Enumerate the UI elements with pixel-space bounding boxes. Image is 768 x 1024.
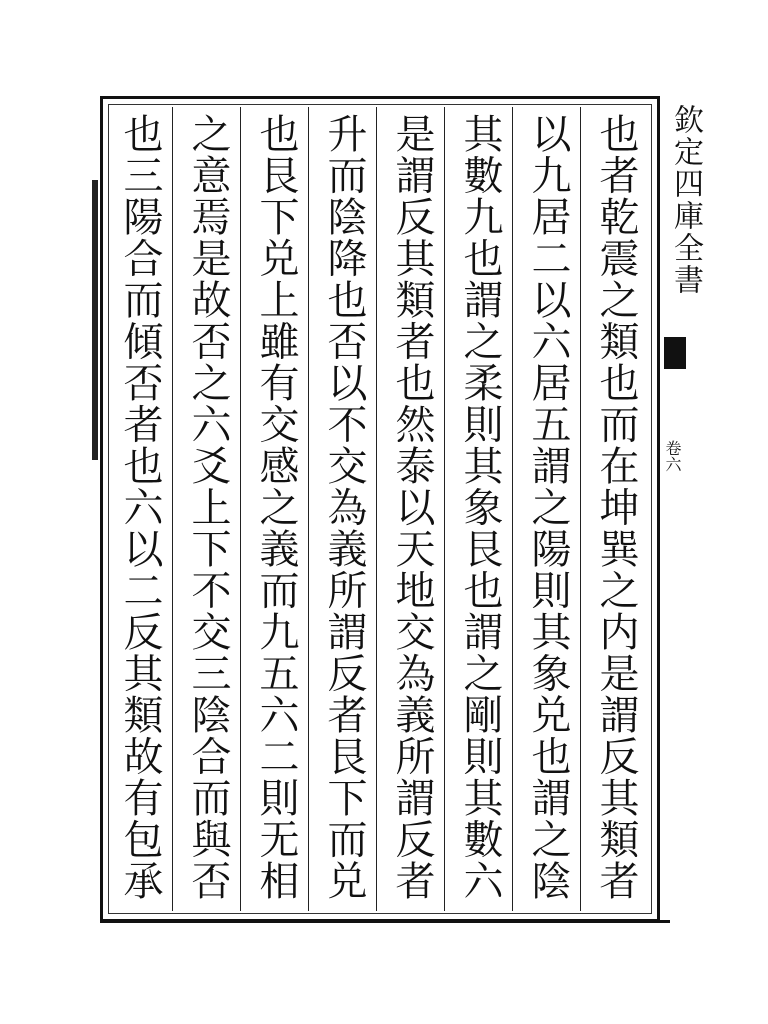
text-column-5: 升而陰降也否以不交為義所謂反者艮下而兑 bbox=[321, 113, 367, 902]
column-divider bbox=[512, 107, 513, 911]
fishtail-block bbox=[664, 337, 686, 369]
margin-juan-number: 卷六 bbox=[663, 440, 682, 472]
column-divider bbox=[580, 107, 581, 911]
text-column-3: 其數九也謂之柔則其象艮也謂之剛則其數六 bbox=[457, 113, 503, 902]
text-column-8: 也三陽合而傾否者也六以二反其類故有包承 bbox=[117, 113, 163, 902]
text-column-2: 以九居二以六居五謂之陽則其象兑也謂之陰 bbox=[525, 113, 571, 902]
column-divider bbox=[376, 107, 377, 911]
column-divider bbox=[172, 107, 173, 911]
column-divider bbox=[308, 107, 309, 911]
bottom-rule bbox=[100, 920, 670, 923]
text-block-frame bbox=[100, 96, 660, 922]
text-column-6: 也艮下兑上雖有交感之義而九五六二則无相 bbox=[253, 113, 299, 902]
text-column-4: 是謂反其類者也然泰以天地交為義所謂反者 bbox=[389, 113, 435, 902]
margin-book-title: 欽定四庫全書 bbox=[668, 104, 703, 296]
column-divider bbox=[240, 107, 241, 911]
column-divider bbox=[444, 107, 445, 911]
text-column-1: 也者乾震之類也而在坤巽之内是謂反其類者 bbox=[593, 113, 639, 902]
text-column-7: 之意焉是故否之六爻上下不交三陰合而與否 bbox=[185, 113, 231, 902]
binding-mark bbox=[92, 180, 98, 460]
